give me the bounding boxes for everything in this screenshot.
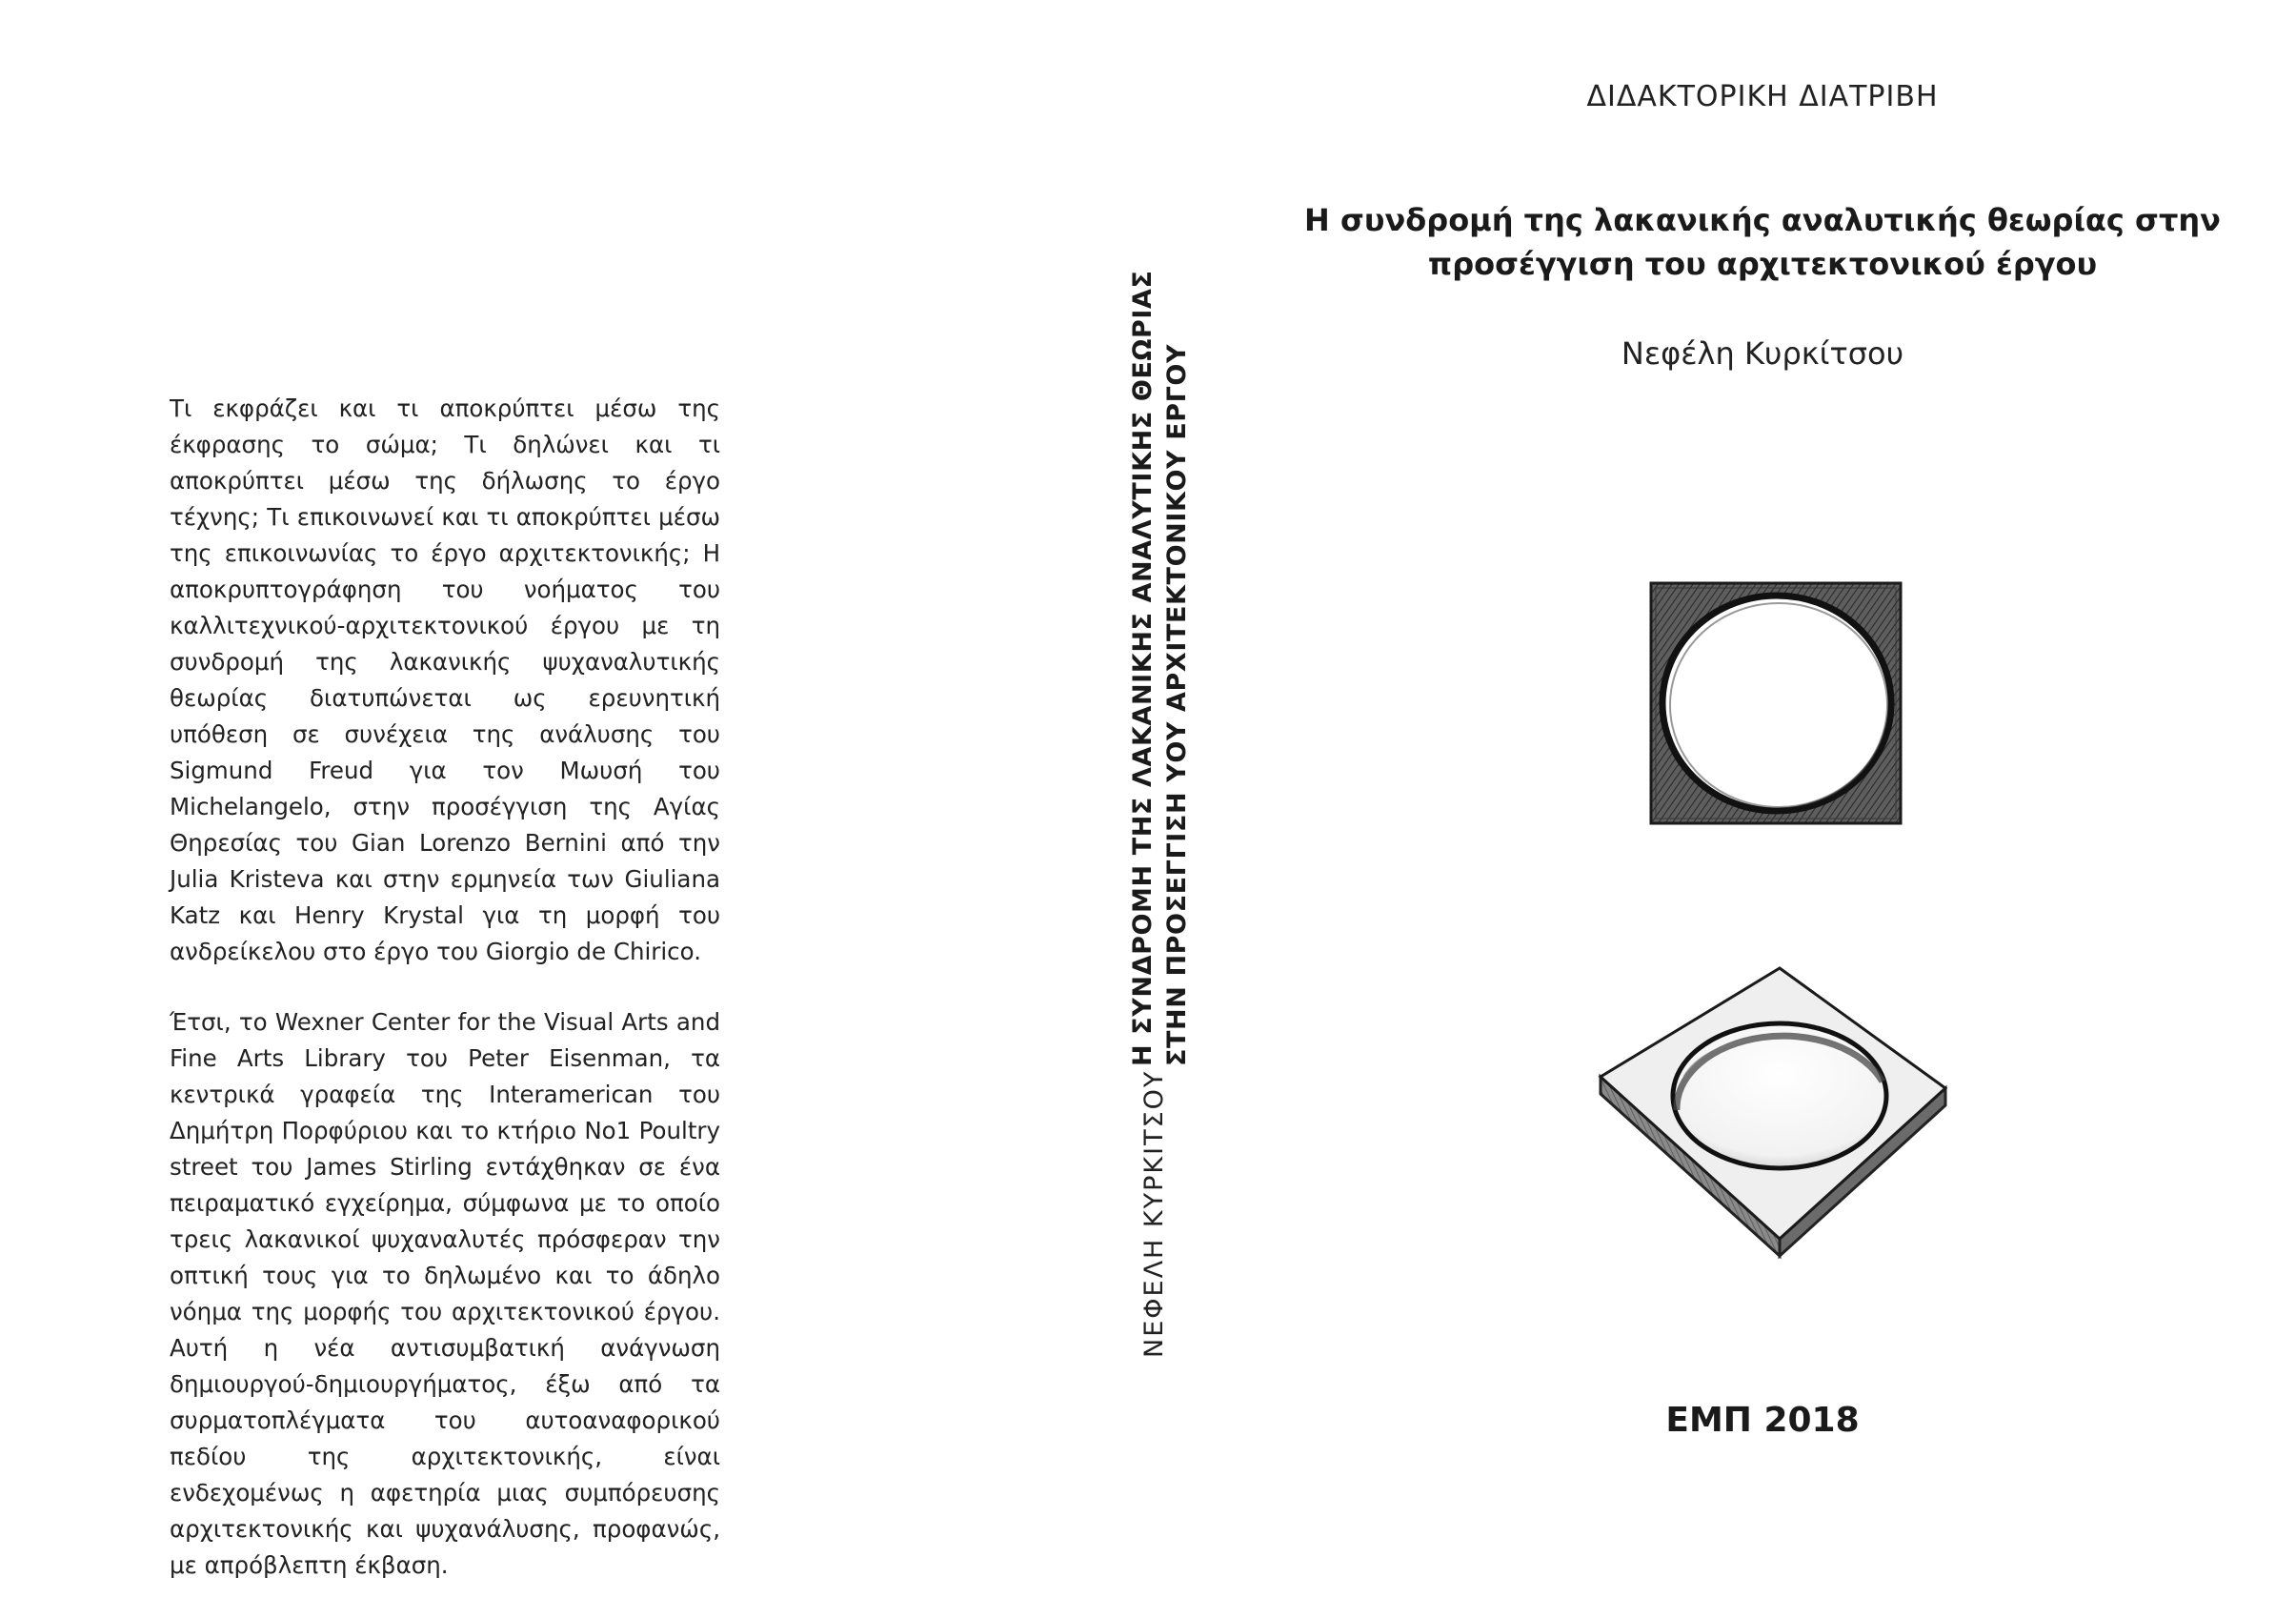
thesis-label: ΔΙΔΑΚΤΟΡΙΚΗ ΔΙΑΤΡΙΒΗ <box>1586 80 1939 113</box>
spine-title-line-1: Η ΣΥΝΔΡΟΜΗ ΤΗΣ ΛΑΚΑΝΙΚΗΣ ΑΝΑΛΥΤΙΚΗΣ ΘΕΩΡΙΑΣ <box>1128 270 1158 1066</box>
back-cover-text <box>170 391 720 1618</box>
spine-title-line-2: ΣΤΗΝ ΠΡΟΣΕΓΓΙΣΗ ΥΟΥ ΑΡΧΙΤΕΚΤΟΝΙΚΟΥ ΕΡΓΟΥ <box>1162 343 1192 1066</box>
isometric-block-with-hole-drawing-icon <box>1601 968 1945 1256</box>
front-footer: ΕΜΠ 2018 <box>1665 1401 1860 1440</box>
front-author: Νεφέλη Κυρκίτσου <box>1621 335 1904 372</box>
spine <box>1086 0 1229 1554</box>
front-title-line-2: προσέγγιση του αρχιτεκτονικού έργου <box>1427 246 2098 282</box>
spine-title <box>1126 270 1195 1066</box>
back-cover-paragraph-2: Έτσι, το Wexner Center for the Visual Arts and Fine Arts Library του Peter Eisenman, τα κεντρικά γραφεία της Interamerican του Δημήτρη Πορφύριου και το κτήριο No1 Poultry street του James Stirling εντάχθηκαν σε ένα πειραματικό εγχείρημα, σύμφωνα με το οποίο τρεις λακανικοί ψυχαναλυτές πρόσφεραν την οπτική τους για το δηλωμένο και το άδηλο νόημα της μορφής του αρχιτεκτονικού έργου. Αυτή η νέα αντισυμβατική ανάγνωση δημιουργού-δημιουργήματος, έξω από τα συρματοπλέγματα του αυτοαναφορικού πεδίου της αρχιτεκτονικής, είναι ενδεχομένως η αφετηρία μιας συμπόρευσης αρχιτεκτονικής και ψυχανάλυσης, προφανώς, με απρόβλεπτη έκβαση. <box>170 1008 720 1579</box>
spine-rotated-text <box>1105 270 1248 1358</box>
back-cover <box>0 0 1086 1579</box>
front-title-line-1: Η συνδρομή της λακανικής αναλυτικής θεωρίας στην <box>1304 202 2221 238</box>
spine-author: ΝΕΦΕΛΗ ΚΥΡΚΙΤΣΟΥ <box>1139 1069 1169 1358</box>
cover-illustrations <box>1229 0 2296 1334</box>
square-with-circle-drawing-icon <box>1651 583 1901 823</box>
front-cover <box>1229 0 2296 1554</box>
back-cover-paragraph-1: Τι εκφράζει και τι αποκρύπτει μέσω της έκφρασης το σώμα; Τι δηλώνει και τι αποκρύπτει μέσω της δήλωσης το έργο τέχνης; Τι επικοινωνεί και τι αποκρύπτει μέσω της επικοινωνίας το έργο αρχιτεκτονικής; Η αποκρυπτογράφηση του νοήματος του καλλιτεχνικού-αρχιτεκτονικού έργου με τη συνδρομή της λακανικής ψυχαναλυτικής θεωρίας διατυπώνεται ως ερευνητική υπόθεση σε συνέχεια της ανάλυσης του Sigmund Freud για τον Μωυσή του Michelangelo, στην προσέγγιση της Αγίας Θηρεσίας του Gian Lorenzo Bernini από την Julia Kristeva και στην ερμηνεία των Giuliana Katz και Henry Krystal για τη μορφή του ανδρείκελου στο έργο του Giorgio de Chirico. <box>170 394 720 965</box>
